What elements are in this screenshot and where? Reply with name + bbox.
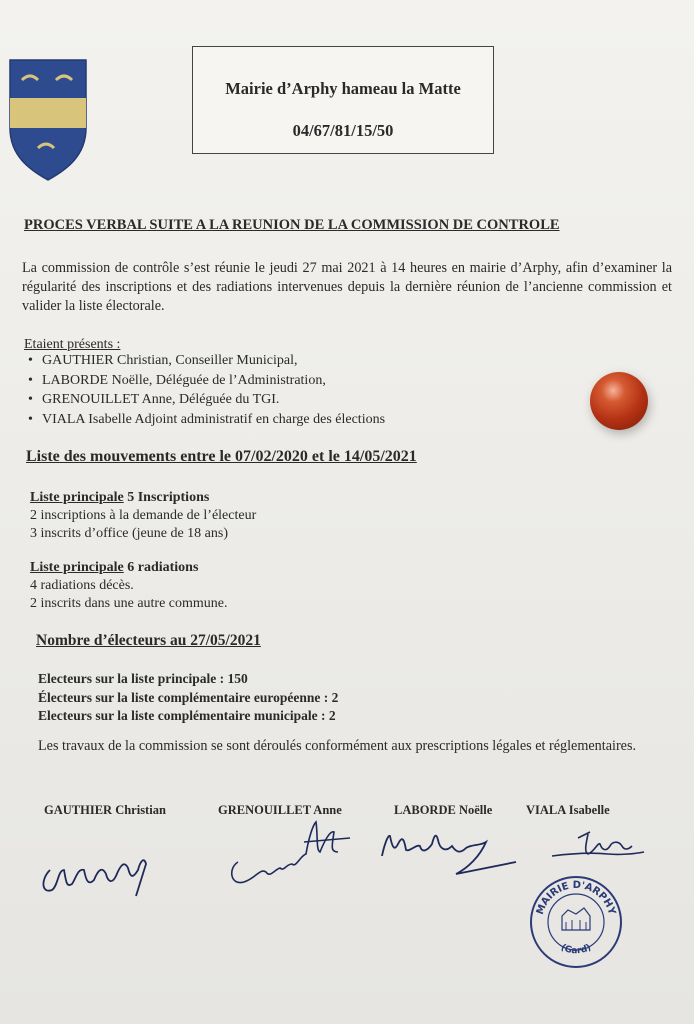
voters-counts [38, 670, 338, 726]
movements-title: Liste des mouvements entre le 07/02/2020 et le 14/05/2021 [26, 448, 417, 465]
marble-object [590, 372, 648, 430]
signature-viala [548, 828, 648, 868]
signature-laborde [376, 826, 526, 886]
mairie-name: Mairie d’Arphy hameau la Matte [225, 79, 461, 98]
document-title: PROCES VERBAL SUITE A LA REUNION DE LA COMMISSION DE CONTROLE [24, 217, 560, 233]
radiation-line: 2 inscrits dans une autre commune. [30, 596, 228, 611]
conclusion-paragraph: Les travaux de la commission se sont déroulés conformément aux prescriptions légales et réglementaires. [38, 738, 637, 754]
signature-grenouillet [220, 812, 360, 902]
members-list [24, 351, 385, 429]
inscriptions-count: 5 Inscriptions [127, 490, 210, 505]
mairie-stamp [528, 874, 624, 970]
header-box [192, 46, 494, 154]
signatory-viala: VIALA Isabelle [526, 803, 610, 817]
svg-text:(Gard): (Gard) [559, 942, 593, 957]
voters-line: Electeurs sur la liste complémentaire municipale : 2 [38, 708, 336, 723]
signature-gauthier [36, 840, 156, 900]
radiations-count: 6 radiations [127, 560, 199, 575]
radiations-list-label: Liste principale [30, 560, 124, 575]
signatory-gauthier: GAUTHIER Christian [44, 803, 166, 817]
list-item: • VIALA Isabelle Adjoint administratif en charge des élections [24, 410, 385, 430]
signatory-grenouillet: GRENOUILLET Anne [218, 803, 342, 817]
list-item: • LABORDE Noëlle, Déléguée de l’Administration, [24, 371, 385, 391]
voters-line: Electeurs sur la liste principale : 150 [38, 671, 248, 686]
radiations-block [30, 559, 228, 613]
present-label: Etaient présents : [24, 337, 121, 352]
voters-line: Électeurs sur la liste complémentaire européenne : 2 [38, 689, 339, 705]
voters-title: Nombre d’électeurs au 27/05/2021 [36, 632, 261, 649]
inscription-line: 2 inscriptions à la demande de l’électeur [30, 508, 257, 523]
signatory-laborde: LABORDE Noëlle [394, 803, 493, 817]
mairie-phone: 04/67/81/15/50 [292, 121, 394, 140]
list-item: • GAUTHIER Christian, Conseiller Municipal, [24, 351, 385, 371]
radiation-line: 4 radiations décès. [30, 578, 134, 593]
intro-paragraph: La commission de contrôle s’est réunie le jeudi 27 mai 2021 à 14 heures en mairie d’Arphy, afin d’examiner la régularité des inscriptions et des radiations intervenues depuis la dernière réunion de l’ancienne commission et valider la liste électorale. [22, 260, 672, 314]
inscriptions-block [30, 489, 256, 543]
inscription-line: 3 inscrits d’office (jeune de 18 ans) [30, 526, 229, 541]
coat-of-arms-logo [8, 58, 88, 182]
list-item: • GRENOUILLET Anne, Déléguée du TGI. [24, 390, 385, 410]
svg-text:MAIRIE D'ARPHY: MAIRIE D'ARPHY [534, 879, 618, 917]
inscriptions-list-label: Liste principale [30, 490, 124, 505]
